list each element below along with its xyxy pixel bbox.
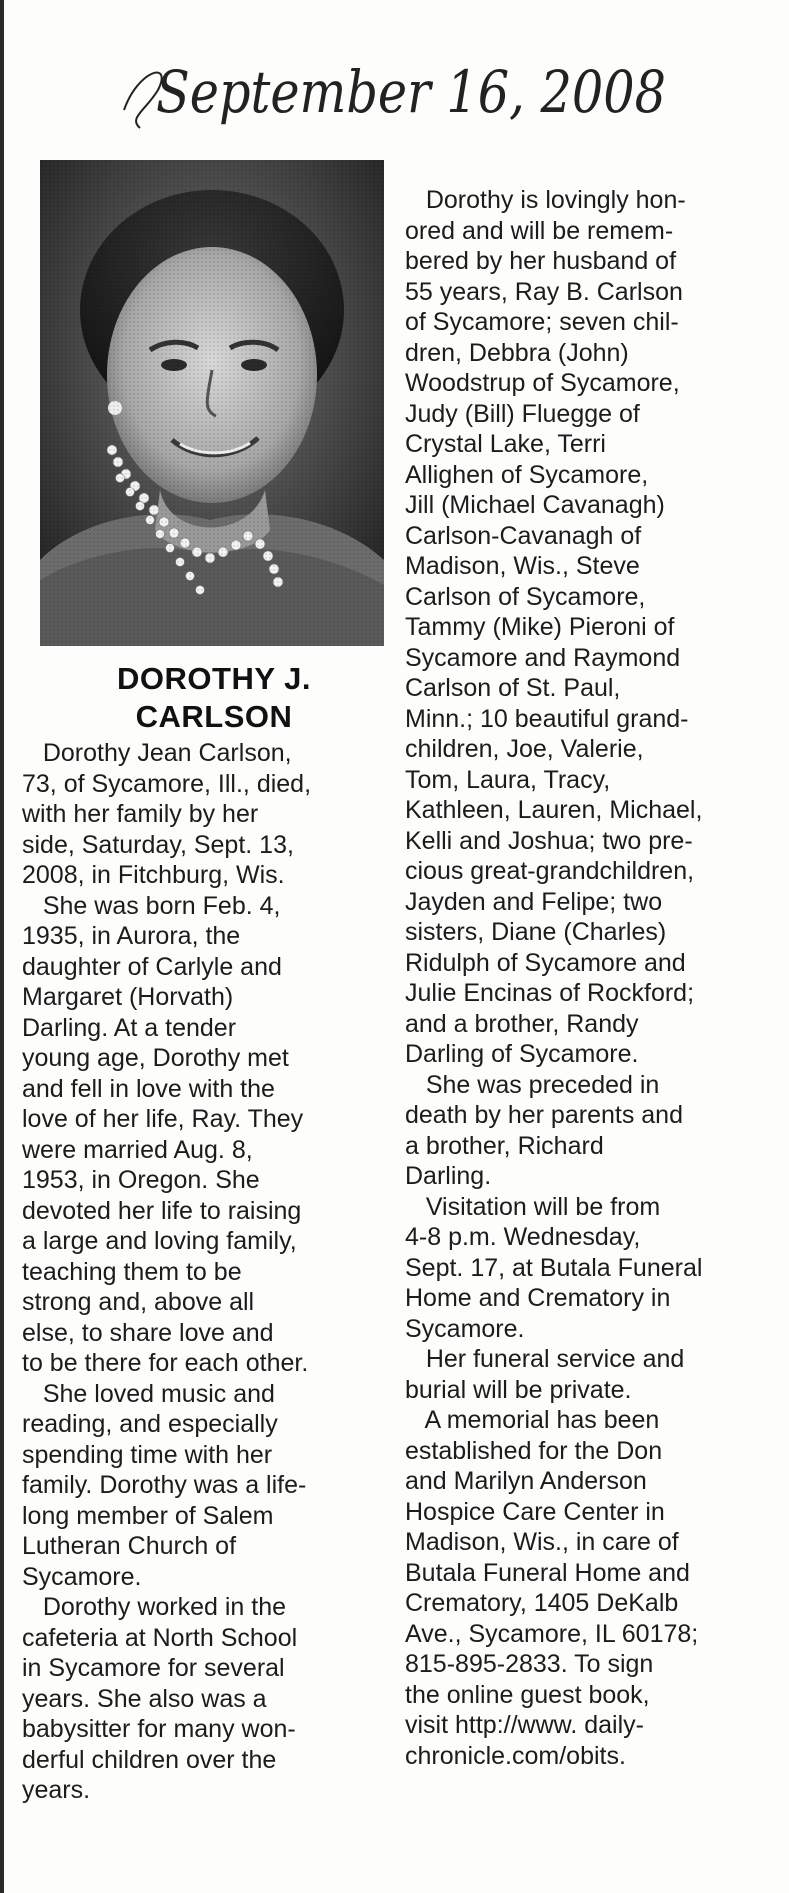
text-line: Hospice Care Center in bbox=[405, 1497, 665, 1526]
text-line: sisters, Diane (Charles) bbox=[405, 918, 667, 946]
text-line: Visitation will be from bbox=[405, 1192, 661, 1221]
text-line: Darling of Sycamore. bbox=[405, 1040, 639, 1068]
text-line: spending time with her bbox=[22, 1440, 273, 1469]
text-line: Madison, Wis., Steve bbox=[405, 552, 640, 580]
text-line: ored and will be remem- bbox=[405, 216, 674, 245]
text-line: babysitter for many won- bbox=[22, 1715, 296, 1743]
text-line: Dorothy Jean Carlson, bbox=[22, 739, 292, 767]
text-line: strong and, above all bbox=[22, 1288, 255, 1316]
text-line: She was preceded in bbox=[405, 1070, 660, 1099]
text-line: Sycamore. bbox=[405, 1314, 525, 1343]
text-line: to be there for each other. bbox=[22, 1349, 309, 1377]
text-line: derful children over the bbox=[22, 1745, 277, 1774]
text-line: Sycamore and Raymond bbox=[405, 643, 681, 672]
text-line: Sept. 17, at Butala Funeral bbox=[405, 1253, 703, 1282]
text-line: Kelli and Joshua; two pre- bbox=[405, 826, 693, 855]
text-line: Ridulph of Sycamore and bbox=[405, 948, 686, 977]
text-line: years. She also was a bbox=[22, 1684, 267, 1713]
headline-line: CARLSON bbox=[135, 699, 293, 734]
obituary-headline bbox=[24, 660, 404, 736]
text-line: Minn.; 10 beautiful grand- bbox=[405, 704, 689, 733]
text-line: A memorial has been bbox=[405, 1406, 660, 1434]
text-line: Dorothy is lovingly hon- bbox=[405, 186, 686, 214]
portrait-photo bbox=[40, 160, 384, 646]
text-line: Darling. At a tender bbox=[22, 1013, 237, 1042]
page-edge-shadow bbox=[0, 0, 4, 1893]
text-line: 55 years, Ray B. Carlson bbox=[405, 277, 683, 306]
text-line: Carlson-Cavanagh of bbox=[405, 521, 642, 550]
text-line: side, Saturday, Sept. 13, bbox=[22, 830, 294, 859]
text-line: Margaret (Horvath) bbox=[22, 983, 234, 1011]
text-line: Sycamore. bbox=[22, 1562, 142, 1591]
text-line: 2008, in Fitchburg, Wis. bbox=[22, 861, 285, 889]
text-line: devoted her life to raising bbox=[22, 1196, 302, 1225]
text-line: Woodstrup of Sycamore, bbox=[405, 369, 680, 397]
text-line: long member of Salem bbox=[22, 1501, 274, 1530]
text-line: bered by her husband of bbox=[405, 247, 677, 275]
text-line: love of her life, Ray. They bbox=[22, 1105, 304, 1133]
text-line: 1935, in Aurora, the bbox=[22, 922, 241, 950]
handwritten-date-text: September 16, 2008 bbox=[156, 58, 666, 126]
text-line: dren, Debbra (John) bbox=[405, 338, 629, 367]
text-line: Lutheran Church of bbox=[22, 1532, 237, 1560]
text-line: Jayden and Felipe; two bbox=[405, 887, 663, 916]
text-line: 815-895-2833. To sign bbox=[405, 1650, 654, 1678]
text-line: Julie Encinas of Rockford; bbox=[405, 979, 695, 1007]
text-line: chronicle.com/obits. bbox=[405, 1741, 626, 1770]
text-line: Dorothy worked in the bbox=[22, 1593, 287, 1621]
text-line: 73, of Sycamore, Ill., died, bbox=[22, 769, 312, 798]
text-line: Jill (Michael Cavanagh) bbox=[405, 491, 665, 519]
text-line: a brother, Richard bbox=[405, 1131, 604, 1160]
handwritten-date bbox=[118, 40, 678, 135]
text-line: Madison, Wis., in care of bbox=[405, 1528, 679, 1556]
headline-line: DOROTHY J. bbox=[117, 661, 311, 696]
text-line: Judy (Bill) Fluegge of bbox=[405, 399, 640, 428]
text-line: Ave., Sycamore, IL 60178; bbox=[405, 1619, 699, 1648]
text-line: teaching them to be bbox=[22, 1257, 242, 1286]
text-line: She was born Feb. 4, bbox=[22, 891, 281, 920]
text-line: Butala Funeral Home and bbox=[405, 1558, 690, 1587]
text-line: Crematory, 1405 DeKalb bbox=[405, 1589, 679, 1617]
text-line: family. Dorothy was a life- bbox=[22, 1471, 307, 1499]
text-line: Allighen of Sycamore, bbox=[405, 460, 649, 489]
text-line: death by her parents and bbox=[405, 1101, 683, 1129]
text-line: 4-8 p.m. Wednesday, bbox=[405, 1223, 641, 1251]
text-line: Home and Crematory in bbox=[405, 1284, 671, 1312]
right-column-text bbox=[405, 185, 777, 1771]
text-line: She loved music and bbox=[22, 1379, 275, 1408]
text-line: Carlson of St. Paul, bbox=[405, 674, 621, 702]
text-line: were married Aug. 8, bbox=[22, 1135, 253, 1164]
text-line: Carlson of Sycamore, bbox=[405, 582, 646, 611]
text-line: young age, Dorothy met bbox=[22, 1044, 289, 1072]
text-line: Tom, Laura, Tracy, bbox=[405, 765, 611, 794]
text-line: daughter of Carlyle and bbox=[22, 952, 282, 981]
text-line: children, Joe, Valerie, bbox=[405, 735, 644, 763]
text-line: else, to share love and bbox=[22, 1318, 274, 1347]
text-line: and a brother, Randy bbox=[405, 1009, 639, 1038]
text-line: cious great-grandchildren, bbox=[405, 857, 695, 885]
text-line: with her family by her bbox=[22, 800, 259, 828]
left-column-text bbox=[22, 738, 400, 1806]
text-line: Kathleen, Lauren, Michael, bbox=[405, 796, 703, 824]
text-line: Darling. bbox=[405, 1162, 492, 1190]
text-line: the online guest book, bbox=[405, 1680, 650, 1709]
text-line: a large and loving family, bbox=[22, 1227, 297, 1255]
text-line: reading, and especially bbox=[22, 1410, 278, 1438]
text-line: visit http://www. daily- bbox=[405, 1711, 644, 1739]
text-line: Her funeral service and bbox=[405, 1345, 685, 1373]
text-line: Crystal Lake, Terri bbox=[405, 430, 606, 458]
text-line: and Marilyn Anderson bbox=[405, 1467, 647, 1495]
text-line: burial will be private. bbox=[405, 1375, 632, 1404]
text-line: years. bbox=[22, 1776, 91, 1804]
text-line: established for the Don bbox=[405, 1436, 663, 1465]
text-line: in Sycamore for several bbox=[22, 1654, 285, 1682]
text-line: and fell in love with the bbox=[22, 1074, 275, 1103]
text-line: of Sycamore; seven chil- bbox=[405, 308, 679, 336]
text-line: 1953, in Oregon. She bbox=[22, 1166, 260, 1194]
text-line: Tammy (Mike) Pieroni of bbox=[405, 613, 675, 641]
text-line: cafeteria at North School bbox=[22, 1623, 298, 1652]
